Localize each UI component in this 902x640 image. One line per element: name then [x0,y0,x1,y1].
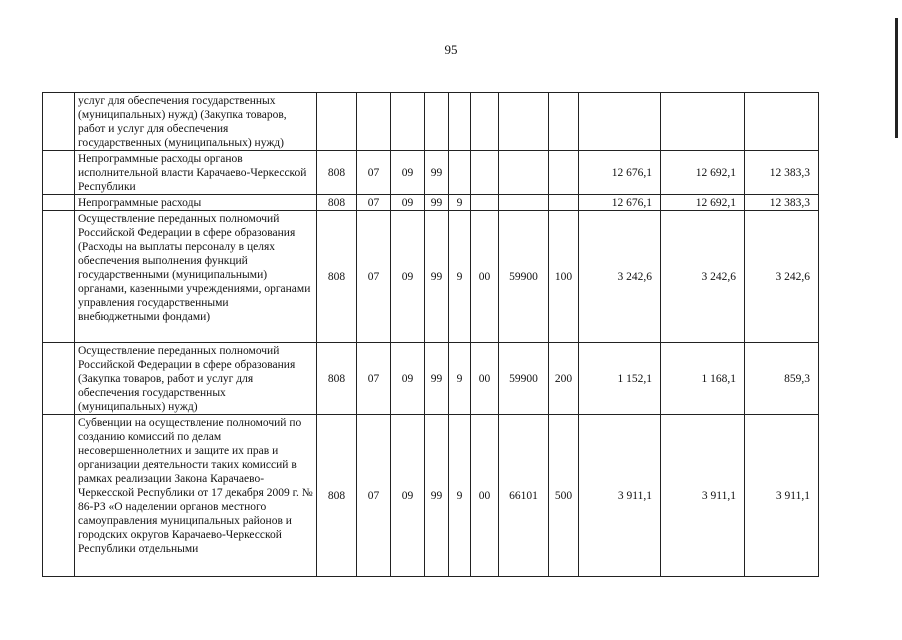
budget-table [42,92,819,577]
expense-code-cell: 59900 [499,343,549,415]
expense-type-cell [549,93,579,151]
amount-year2-cell: 12 692,1 [661,195,745,211]
row-number-cell [43,93,75,151]
amount-year2-cell: 3 242,6 [661,211,745,343]
amount-year3-cell: 12 383,3 [745,151,819,195]
ministry-code-cell [317,93,357,151]
subprogram-code-cell [449,93,471,151]
program-code-cell [425,93,449,151]
direction-code-cell: 00 [471,343,499,415]
expense-code-cell: 66101 [499,415,549,577]
table-row [43,195,819,211]
description-cell: Осуществление переданных полномочий Российской Федерации в сфере образования (Закупка товаров, работ и услуг для обеспечения государственных (муниципальных) нужд) [75,343,317,415]
program-code-cell: 99 [425,415,449,577]
subprogram-code-cell: 9 [449,343,471,415]
expense-type-cell: 200 [549,343,579,415]
direction-code-cell [471,195,499,211]
program-code-cell: 99 [425,343,449,415]
program-code-cell: 99 [425,151,449,195]
expense-type-cell [549,151,579,195]
row-number-cell [43,415,75,577]
subprogram-code-cell: 9 [449,211,471,343]
direction-code-cell: 00 [471,211,499,343]
amount-year2-cell: 12 692,1 [661,151,745,195]
table-row [43,93,819,151]
expense-type-cell: 500 [549,415,579,577]
amount-year1-cell: 3 911,1 [579,415,661,577]
subsection-code-cell: 09 [391,415,425,577]
amount-year1-cell: 12 676,1 [579,195,661,211]
subprogram-code-cell: 9 [449,415,471,577]
amount-year1-cell [579,93,661,151]
row-number-cell [43,151,75,195]
amount-year2-cell: 1 168,1 [661,343,745,415]
page-number: 95 [444,42,458,57]
amount-year3-cell [745,93,819,151]
expense-code-cell [499,151,549,195]
amount-year3-cell: 859,3 [745,343,819,415]
table-row [43,415,819,577]
section-code-cell [357,93,391,151]
table-row [43,343,819,415]
row-number-cell [43,343,75,415]
expense-code-cell [499,195,549,211]
section-code-cell: 07 [357,415,391,577]
amount-year1-cell: 1 152,1 [579,343,661,415]
program-code-cell: 99 [425,211,449,343]
expense-code-cell [499,93,549,151]
expense-type-cell: 100 [549,211,579,343]
amount-year2-cell [661,93,745,151]
ministry-code-cell: 808 [317,151,357,195]
section-code-cell: 07 [357,195,391,211]
subprogram-code-cell: 9 [449,195,471,211]
description-cell: услуг для обеспечения государственных (муниципальных) нужд) (Закупка товаров, работ и услуг для обеспечения государственных (муниципальных) нужд) [75,93,317,151]
description-cell: Непрограммные расходы [75,195,317,211]
subprogram-code-cell [449,151,471,195]
section-code-cell: 07 [357,343,391,415]
row-number-cell [43,195,75,211]
direction-code-cell [471,93,499,151]
subsection-code-cell: 09 [391,343,425,415]
description-cell: Субвенции на осуществление полномочий по созданию комиссий по делам несовершеннолетних и защите их прав и организации деятельности таких комиссий в рамках реализации Закона Карачаево-Черкесской Республики от 17 декабря 2009 г. № 86-РЗ «О наделении органов местного самоуправления муниципальных районов и городских округов Карачаево-Черкесской Республики отдельными [75,415,317,577]
subsection-code-cell: 09 [391,195,425,211]
table-row [43,211,819,343]
scan-edge-mark [895,18,898,138]
subsection-code-cell: 09 [391,211,425,343]
section-code-cell: 07 [357,151,391,195]
subsection-code-cell [391,93,425,151]
expense-code-cell: 59900 [499,211,549,343]
ministry-code-cell: 808 [317,343,357,415]
direction-code-cell: 00 [471,415,499,577]
description-cell: Осуществление переданных полномочий Российской Федерации в сфере образования (Расходы на выплаты персоналу в целях обеспечения выполнения функций государственными (муниципальными) органами, казенными учреждениями, органами управления государственными внебюджетными фондами) [75,211,317,343]
program-code-cell: 99 [425,195,449,211]
ministry-code-cell: 808 [317,415,357,577]
direction-code-cell [471,151,499,195]
amount-year1-cell: 12 676,1 [579,151,661,195]
table-body [43,93,819,577]
amount-year3-cell: 3 911,1 [745,415,819,577]
amount-year1-cell: 3 242,6 [579,211,661,343]
ministry-code-cell: 808 [317,195,357,211]
subsection-code-cell: 09 [391,151,425,195]
table-row [43,151,819,195]
ministry-code-cell: 808 [317,211,357,343]
amount-year3-cell: 12 383,3 [745,195,819,211]
description-cell: Непрограммные расходы органов исполнительной власти Карачаево-Черкесской Республики [75,151,317,195]
amount-year2-cell: 3 911,1 [661,415,745,577]
section-code-cell: 07 [357,211,391,343]
row-number-cell [43,211,75,343]
amount-year3-cell: 3 242,6 [745,211,819,343]
expense-type-cell [549,195,579,211]
